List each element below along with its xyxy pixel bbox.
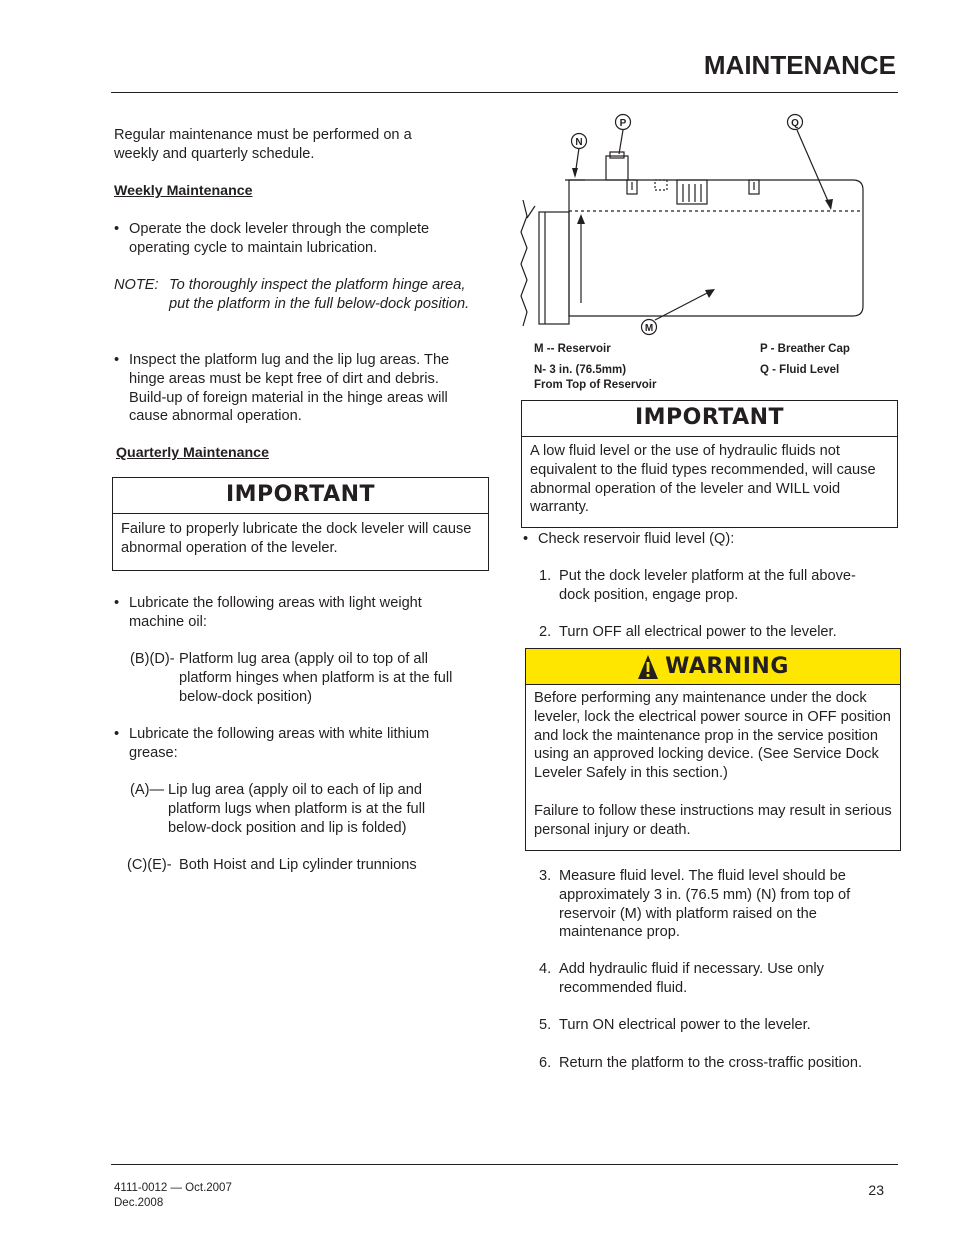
bullet-inspect-text: Inspect the platform lug and the lip lug areas. The hinge areas must be kept free of dirt and debris. Build-up of foreign material in the hinge areas will cause abnormal operation. [129,352,450,425]
bullet-machine-oil-text: Lubricate the following areas with light weight machine oil: [129,595,422,630]
bullet-lithium-text: Lubricate the following areas with white lithium grease: [129,726,430,761]
step2-text: Turn OFF all electrical power to the leveler. [559,624,837,640]
weekly-heading: Weekly Maintenance [114,183,253,199]
bullet-lithium [114,725,464,765]
important-box-left [112,477,489,571]
important-header: IMPORTANT [522,401,897,437]
page-number: 23 [868,1182,884,1198]
bullet-dot: • [523,531,529,547]
header-rule [111,92,898,93]
breather-cap [606,156,628,180]
bullet-dot: • [114,221,120,237]
legend-m: M -- Reservoir [534,343,611,355]
footer-rule [111,1164,898,1165]
warning-body [526,685,900,843]
page-title: MAINTENANCE [703,50,896,80]
item-bd-text: Platform lug area (apply oil to top of all platform hinges when platform is at the full below-dock position) [179,651,453,705]
important-header: IMPORTANT [113,478,488,514]
legend-n-line2: From Top of Reservoir [534,379,657,391]
bullet-dot: • [114,726,120,742]
important-box-right [521,400,898,528]
bullet-check-fluid-text: Check reservoir fluid level (Q): [538,531,735,547]
step4-number: 4. [539,961,552,977]
legend-q: Q - Fluid Level [760,364,840,376]
step3-text: Measure fluid level. The fluid level should be approximately 3 in. (76.5 mm) (N) from top of reservoir (M) with platform raised on the maintenance prop. [559,868,851,941]
p-leader [619,130,623,154]
item-ce-label: (C)(E)- [127,857,172,873]
callout-q: Q [791,118,799,129]
item-a-label: (A)— [130,782,165,798]
important-body: Failure to properly lubricate the dock leveler will cause abnormal operation of the leveler. [121,521,472,556]
warning-triangle-icon [637,654,659,680]
wall-break-line [521,200,527,326]
legend-p: P - Breather Cap [760,343,850,355]
item-ce-text: Both Hoist and Lip cylinder trunnions [179,857,417,873]
bullet-inspect [114,351,479,431]
bullet-dot: • [114,595,120,611]
step1-text: Put the dock leveler platform at the full above-dock position, engage prop. [559,568,856,603]
warning-box [525,648,901,851]
bullet-operate [114,220,474,260]
warning-title: WARNING [665,653,789,679]
callout-n: N [575,137,583,148]
revision-date: Dec.2008 [114,1197,164,1209]
step5-number: 5. [539,1017,552,1033]
step5-text: Turn ON electrical power to the leveler. [559,1017,811,1033]
warning-paragraph-2: Failure to follow these instructions may result in serious personal injury or death. [534,802,892,838]
item-a-text: Lip lug area (apply oil to each of lip and platform lugs when platform is at the full below-dock position and lip is folded) [168,782,426,836]
warning-paragraph-1: Before performing any maintenance under the dock leveler, lock the electrical power source in OFF position and lock the maintenance prop in the service position using an approved locking device. (See Service Dock Leveler Safely in this section.) [534,690,891,782]
step6-number: 6. [539,1055,552,1071]
intro-text: Regular maintenance must be performed on a weekly and quarterly schedule. [114,127,412,162]
bullet-dot: • [114,352,120,368]
important-body: A low fluid level or the use of hydraulic fluids not equivalent to the fluid types recommended, will cause abnormal operation of the leveler and WILL void warranty. [530,443,876,516]
callout-p: P [619,118,627,129]
note-text: To thoroughly inspect the platform hinge area, put the platform in the full below-dock position. [169,277,470,312]
legend-n-line1: N- 3 in. (76.5mm) [534,364,627,376]
step4-text: Add hydraulic fluid if necessary. Use only recommended fluid. [559,961,824,996]
bullet-check-fluid [523,530,883,550]
doc-number: 4111-0012 — Oct.2007 [114,1182,232,1194]
quarterly-heading: Quarterly Maintenance [116,445,269,461]
item-bd-label: (B)(D)- [130,651,175,667]
reservoir-diagram [515,108,900,340]
q-leader [797,130,831,208]
step3-number: 3. [539,868,552,884]
bullet-operate-text: Operate the dock leveler through the complete operating cycle to maintain lubrication. [129,221,430,256]
bullet-machine-oil [114,594,464,634]
warning-header [526,649,900,685]
callout-m: M [644,323,654,334]
step6-text: Return the platform to the cross-traffic position. [559,1055,863,1071]
note-label: NOTE: [114,277,159,293]
reservoir-body [569,180,863,316]
reservoir-flange [539,212,569,324]
step2-number: 2. [539,624,552,640]
step1-number: 1. [539,568,552,584]
